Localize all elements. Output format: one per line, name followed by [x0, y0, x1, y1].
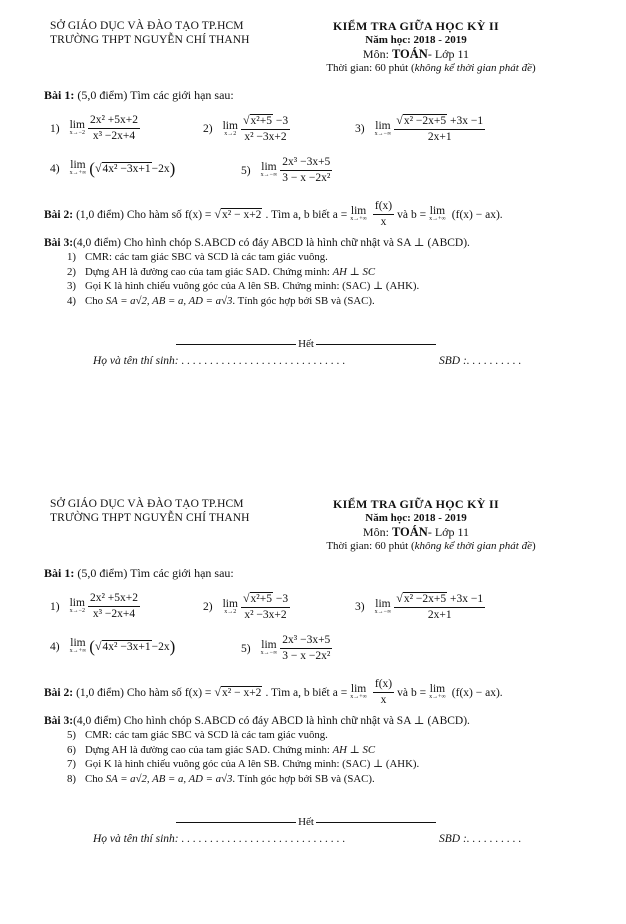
problem-2: Bài 2: (1,0 điểm) Cho hàm số f(x) = √x² − x+2 . Tìm a, b biết a = lim x→+∞ $\frac{f(x)}{x}$ và b = lim x→+∞ (f(x) − ax).: [44, 678, 503, 706]
limit-4: 4) lim x→+∞ ( √ 4x² −3x+1 −2x ): [50, 159, 176, 178]
limit-1: 1) lim x→−2 $\frac{\text{2x² +5x+2}}{\text{x³ −2x+4}}$: [50, 114, 139, 142]
problem-3-heading: Bài 3:(4,0 điểm) Cho hình chóp S.ABCD có đáy ABCD là hình chữ nhật và SA ⊥ (ABCD).: [44, 237, 470, 249]
candidate-name-line: Họ và tên thí sinh: . . . . . . . . . . . . . . . . . . . . . . . . . . . . .: [93, 833, 346, 845]
problem-1-heading: Bài 1: (5,0 điểm) Tìm các giới hạn sau:: [44, 566, 234, 580]
end-marker: Hết: [176, 338, 436, 350]
candidate-number-line: SBD :. . . . . . . . . .: [439, 355, 522, 367]
school-header: [50, 19, 250, 47]
problem-3-heading: Bài 3:(4,0 điểm) Cho hình chóp S.ABCD có đáy ABCD là hình chữ nhật và SA ⊥ (ABCD).: [44, 715, 470, 727]
candidate-name-line: Họ và tên thí sinh: . . . . . . . . . . . . . . . . . . . . . . . . . . . . .: [93, 355, 346, 367]
list-item: 7) Gọi K là hình chiếu vuông góc của A lên SB. Chứng minh: (SAC) ⊥ (AHK).: [67, 758, 420, 770]
limit-2: 2) lim x→2 $\frac{\text{√x²+5 −3}}{\text{x² −3x+2}}$: [203, 591, 289, 621]
school-year: Năm học: 2018 - 2019: [365, 512, 467, 524]
problem-3-items: [67, 250, 419, 308]
department-name: SỞ GIÁO DỤC VÀ ĐÀO TẠO TP.HCM: [50, 20, 244, 32]
problem-2: Bài 2: (1,0 điểm) Cho hàm số f(x) = √x² − x+2 . Tìm a, b biết a = lim x→+∞ $\frac{f(x)}{x}$ và b = lim x→+∞ (f(x) − ax).: [44, 200, 503, 228]
problem-3-items: [67, 728, 419, 786]
limit-3: 3) lim x→−∞ $\frac{\text{√x² −2x+5 +3x −1}}{2x+1}$: [355, 591, 484, 621]
subject-name: TOÁN: [391, 525, 428, 539]
list-item: 6) Dựng AH là đường cao của tam giác SAD. Chứng minh: AH ⊥ SC: [67, 743, 376, 756]
limit-3: 3) lim x→−∞ $\frac{\text{√x² −2x+5 +3x −1}}{2x+1}$: [355, 113, 484, 143]
subject-line: Môn: TOÁN- Lớp 11: [362, 525, 470, 539]
exam-sheet-1: [0, 0, 626, 446]
limit-5: 5) lim x→−∞ $\frac{\text{2x³ −3x+5}}{\text{3 − x −2x²}}$: [241, 156, 331, 184]
list-item: 3) Gọi K là hình chiếu vuông góc của A lên SB. Chứng minh: (SAC) ⊥ (AHK).: [67, 280, 420, 292]
limit-5: 5) lim x→−∞ $\frac{\text{2x³ −3x+5}}{\text{3 − x −2x²}}$: [241, 634, 331, 662]
time-line: Thời gian: 60 phút (không kể thời gian phát đề): [326, 540, 536, 552]
subject-name: TOÁN: [391, 47, 428, 61]
department-name: SỞ GIÁO DỤC VÀ ĐÀO TẠO TP.HCM: [50, 498, 244, 510]
exam-title: KIỂM TRA GIỮA HỌC KỲ II: [333, 497, 499, 511]
school-year: Năm học: 2018 - 2019: [365, 34, 467, 46]
school-name: TRƯỜNG THPT NGUYỄN CHÍ THANH: [50, 34, 250, 46]
list-item: 4) Cho SA = a√2, AB = a, AD = a√3. Tính góc hợp bởi SB và (SAC).: [67, 294, 375, 307]
end-marker: Hết: [176, 816, 436, 828]
limit-4: 4) lim x→+∞ ( √ 4x² −3x+1 −2x ): [50, 637, 176, 656]
candidate-number-line: SBD :. . . . . . . . . .: [439, 833, 522, 845]
time-line: Thời gian: 60 phút (không kể thời gian phát đề): [326, 62, 536, 74]
exam-header: [276, 19, 556, 75]
exam-sheet-2: [0, 478, 626, 924]
exam-header: [276, 497, 556, 553]
problem-1-heading: Bài 1: (5,0 điểm) Tìm các giới hạn sau:: [44, 88, 234, 102]
school-name: TRƯỜNG THPT NGUYỄN CHÍ THANH: [50, 512, 250, 524]
list-item: 2) Dựng AH là đường cao của tam giác SAD. Chứng minh: AH ⊥ SC: [67, 265, 376, 278]
exam-title: KIỂM TRA GIỮA HỌC KỲ II: [333, 19, 499, 33]
limit-1: 1) lim x→−2 $\frac{\text{2x² +5x+2}}{\text{x³ −2x+4}}$: [50, 592, 139, 620]
subject-line: Môn: TOÁN- Lớp 11: [362, 47, 470, 61]
list-item: 8) Cho SA = a√2, AB = a, AD = a√3. Tính góc hợp bởi SB và (SAC).: [67, 772, 375, 785]
list-item: 1) CMR: các tam giác SBC và SCD là các tam giác vuông.: [67, 251, 328, 263]
limit-2: 2) lim x→2 $\frac{\text{√x²+5 −3}}{\text{x² −3x+2}}$: [203, 113, 289, 143]
list-item: 5) CMR: các tam giác SBC và SCD là các tam giác vuông.: [67, 729, 328, 741]
school-header: [50, 497, 250, 525]
